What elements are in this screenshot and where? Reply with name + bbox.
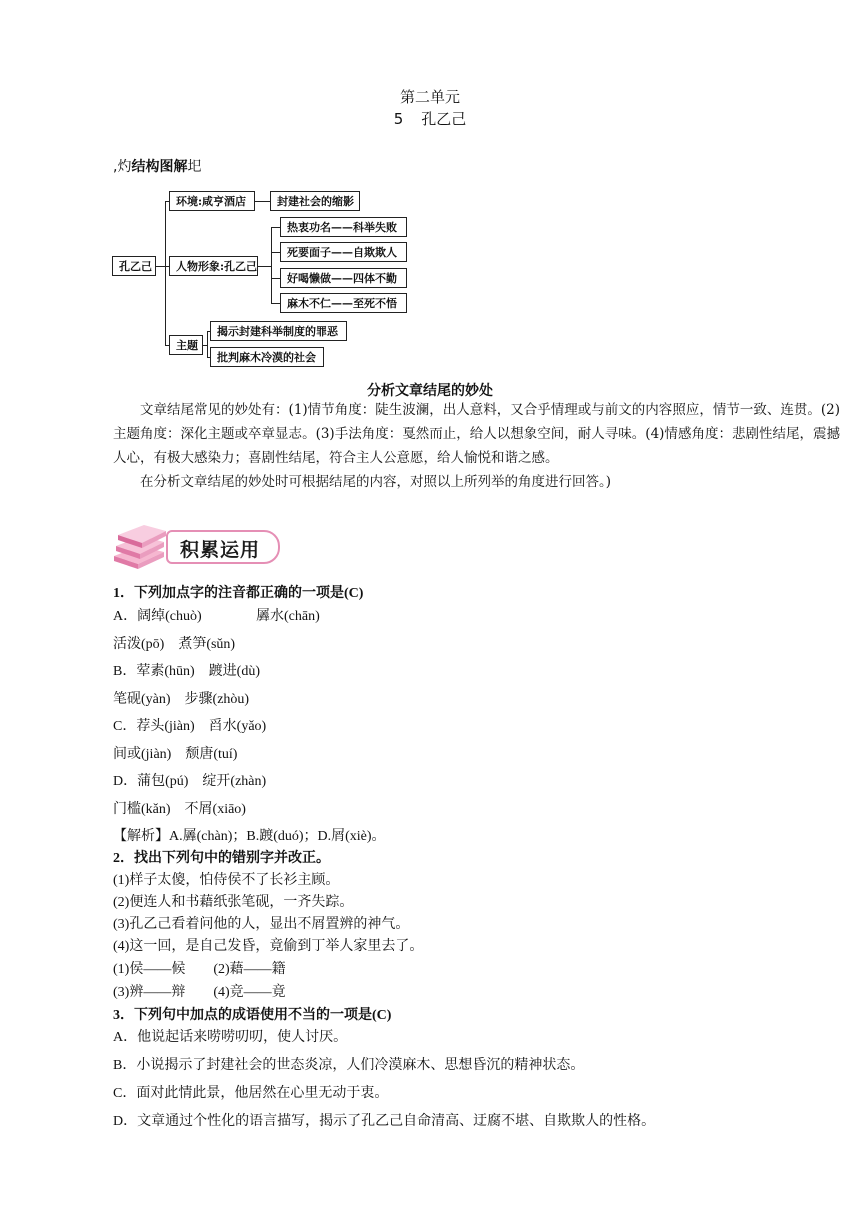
q2-sentence-3: (3)孔乙己看着问他的人，显出不屑置辨的神气。 — [113, 917, 410, 932]
diagram-theme: 主题 — [169, 335, 203, 355]
q2-answer-1: (1)侯——候 (2)藉——籍 — [113, 962, 286, 977]
q3-option-b: B．小说揭示了封建社会的世态炎凉，人们冷漠麻木、思想昏沉的精神状态。 — [113, 1058, 585, 1073]
q1-d1: D．蒲包(pú) 绽开(zhàn) — [113, 774, 267, 789]
q2-sentence-4: (4)这一回，是自己发昏，竟偷到丁举人家里去了。 — [113, 939, 424, 954]
q1-option-a — [113, 605, 320, 625]
q3-option-c: C．面对此情此景，他居然在心里无动于衷。 — [113, 1086, 389, 1101]
lesson-name: 孔乙己 — [421, 110, 467, 128]
q1-a3: 活泼(pō) 煮笋(sǔn) — [113, 637, 236, 652]
diagram-root: 孔乙己 — [112, 256, 156, 276]
analysis-para-1: 文章结尾常见的妙处有：(1)情节角度：陡生波澜，出人意料，又合乎情理或与前文的内容照应，情节一致、连贯。(2)主题角度：深化主题或卒章显志。(3)手法角度：戛然而止，给人以想象空间，耐人寻味。(4)情感角度：悲剧性结尾，震撼人心，有极大感染力；喜剧性结尾，符合主人公意愿，给人愉悦和谐之感。 — [113, 402, 840, 466]
q1-b1: B．荤素(hūn) 踱进(dù) — [113, 664, 260, 679]
q1-c1: C．荐头(jiàn) 舀水(yǎo) — [113, 719, 267, 734]
banner-label-box — [166, 530, 280, 564]
books-icon — [110, 522, 168, 570]
lesson-title — [0, 108, 860, 129]
q2-stem: 2．找出下列句中的错别字并改正。 — [113, 851, 330, 866]
q1-analysis-tag: 【解析】 — [113, 829, 169, 844]
q3-stem: 3．下列句中加点的成语使用不当的一项是(C) — [113, 1008, 392, 1023]
q1-d2: 门槛(kǎn) 不屑(xiāo) — [113, 802, 246, 817]
q1-c2: 间或(jiàn) 颓唐(tuí) — [113, 747, 238, 762]
section-banner — [110, 520, 290, 572]
diagram-trait-2: 死要面子——自欺欺人 — [280, 242, 407, 262]
q1-analysis-text: A.羼(chàn)；B.踱(duó)；D.屑(xiè)。 — [169, 829, 386, 844]
heading-prefix: ,灼 — [113, 159, 132, 175]
diagram-trait-4: 麻木不仁——至死不悟 — [280, 293, 407, 313]
q1-a1: A．阔绰(chuò) — [113, 609, 202, 624]
banner-label: 积累运用 — [180, 539, 261, 561]
q2-sentence-1: (1)样子太傻，怕侍侯不了长衫主顾。 — [113, 873, 340, 888]
q3-option-d: D．文章通过个性化的语言描写，揭示了孔乙己自命清高、迂腐不堪、自欺欺人的性格。 — [113, 1114, 656, 1129]
analysis-title: 分析文章结尾的妙处 — [367, 383, 493, 399]
q2-answer-2: (3)辨——辩 (4)竞——竟 — [113, 985, 286, 1000]
q1-stem: 1．下列加点字的注音都正确的一项是(C) — [113, 586, 364, 601]
q1-b2: 笔砚(yàn) 步骤(zhòu) — [113, 692, 250, 707]
diagram-theme-2: 批判麻木冷漠的社会 — [210, 347, 324, 367]
heading-text: 结构图解 — [131, 159, 188, 175]
structure-heading — [113, 156, 201, 176]
analysis-text — [113, 398, 840, 494]
analysis-para-2: 在分析文章结尾的妙处时可根据结尾的内容，对照以上所列举的角度进行回答。) — [140, 474, 612, 490]
lesson-number: 5 — [393, 110, 404, 128]
q1-analysis — [113, 825, 386, 845]
diagram-env: 环境:咸亨酒店 — [169, 191, 255, 211]
q2-sentence-2: (2)便连人和书藉纸张笔砚，一齐失踪。 — [113, 895, 354, 910]
diagram-theme-1: 揭示封建科举制度的罪恶 — [210, 321, 347, 341]
q3-option-a: A．他说起话来唠唠叨叨，使人讨厌。 — [113, 1030, 348, 1045]
unit-title: 第二单元 — [399, 88, 460, 106]
diagram-trait-3: 好喝懒做——四体不勤 — [280, 268, 407, 288]
diagram-character: 人物形象:孔乙己 — [169, 256, 258, 276]
heading-suffix: 圯 — [187, 159, 202, 175]
q1-a2: 羼水(chān) — [256, 609, 320, 624]
diagram-trait-1: 热衷功名——科举失败 — [280, 217, 407, 237]
diagram-env-result: 封建社会的缩影 — [270, 191, 360, 211]
